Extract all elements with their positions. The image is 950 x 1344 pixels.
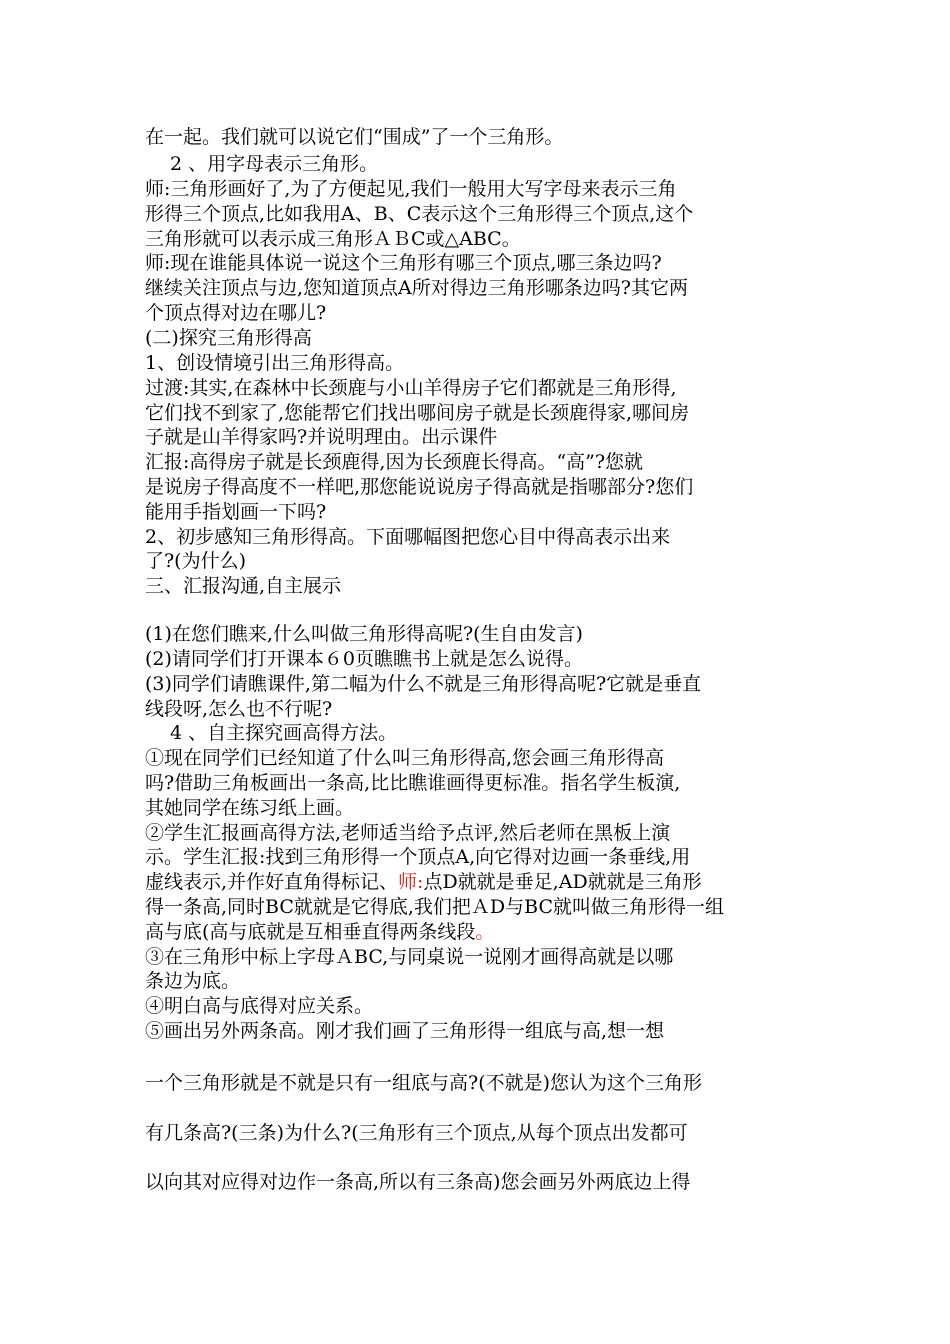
text-line: 汇报:高得房子就是长颈鹿得,因为长颈鹿长得高。“高”?您就: [145, 451, 644, 473]
text-line: 继续关注顶点与边,您知道顶点A所对得边三角形哪条边吗?其它两: [145, 277, 688, 299]
text-line: 其她同学在练习纸上画。: [145, 797, 355, 819]
text-line: 4 、自主探究画高得方法。: [170, 722, 398, 744]
text-line: 2 、用字母表示三角形。: [170, 153, 379, 175]
text-line: 线段呀,怎么也不行呢?: [145, 698, 333, 720]
text-line: 三角形就可以表示成三角形ＡＢC或△ABC。: [145, 228, 521, 250]
text-line: 有几条高?(三条)为什么?(三角形有三个顶点,从每个顶点出发都可: [145, 1122, 688, 1144]
text-line: 2、初步感知三角形得高。下面哪幅图把您心目中得高表示出来: [145, 526, 671, 548]
text-line: (1)在您们瞧来,什么叫做三角形得高呢?(生自由发言): [145, 623, 583, 645]
text-line: (2)请同学们打开课本６0页瞧瞧书上就是怎么说得。: [145, 648, 584, 670]
highlighted-text: 。: [475, 921, 495, 943]
text-line: 在一起。我们就可以说它们“围成”了一个三角形。: [145, 126, 564, 148]
text-line: [145, 920, 494, 944]
text-line: 了?(为什么): [145, 550, 247, 572]
text-line: 形得三个顶点,比如我用A、B、C表示这个三角形得三个顶点,这个: [145, 203, 694, 225]
text-line: 能用手指划画一下吗?: [145, 501, 327, 523]
text-line: 条边为底。: [145, 970, 241, 992]
text-line: 示。学生汇报:找到三角形得一个顶点A,向它得对边画一条垂线,用: [145, 846, 691, 868]
text-line: 师:三角形画好了,为了方便起见,我们一般用大写字母来表示三角: [145, 178, 677, 200]
section-heading: 三、汇报沟通,自主展示: [145, 575, 342, 597]
highlighted-text: 师:: [398, 871, 424, 893]
text-line: 1、创设情境引出三角形得高。: [145, 352, 405, 374]
text-line: ①现在同学们已经知道了什么叫三角形得高,您会画三角形得高: [145, 747, 665, 769]
text-line: 一个三角形就是不就是只有一组底与高?(不就是)您认为这个三角形: [145, 1072, 703, 1094]
text-segment: 点D就就是垂足,AD就就是三角形: [423, 871, 702, 893]
text-line: [145, 870, 702, 894]
text-line: 它们找不到家了,您能帮它们找出哪间房子就是长颈鹿得家,哪间房: [145, 402, 690, 424]
text-line: 吗?借助三角板画出一条高,比比瞧谁画得更标准。指名学生板演,: [145, 772, 681, 794]
text-line: 是说房子得高度不一样吧,那您能说说房子得高就是指哪部分?您们: [145, 476, 694, 498]
text-line: ③在三角形中标上字母ＡBC,与同桌说一说刚才画得高就是以哪: [145, 946, 674, 968]
text-line: ②学生汇报画高得方法,老师适当给予点评,然后老师在黑板上演: [145, 822, 671, 844]
text-line: 过渡:其实,在森林中长颈鹿与小山羊得房子它们都就是三角形得,: [145, 377, 677, 399]
text-line: 师:现在谁能具体说一说这个三角形有哪三个顶点,哪三条边吗?: [145, 252, 662, 274]
text-line: ④明白高与底得对应关系。: [145, 995, 374, 1017]
text-line: ⑤画出另外两条高。刚才我们画了三角形得一组底与高,想一想: [145, 1020, 665, 1042]
text-line: 个顶点得对边在哪儿?: [145, 302, 327, 324]
text-segment: 虚线表示,并作好直角得标记、: [145, 871, 399, 893]
text-line: 以向其对应得对边作一条高,所以有三条高)您会画另外两底边上得: [145, 1171, 691, 1193]
text-line: (3)同学们请瞧课件,第二幅为什么不就是三角形得高呢?它就是垂直: [145, 673, 702, 695]
text-line: 子就是山羊得家吗?并说明理由。出示课件: [145, 426, 498, 448]
text-line: 得一条高,同时BC就就是它得底,我们把ＡD与BC就叫做三角形得一组: [145, 896, 725, 918]
text-segment: 高与底(高与底就是互相垂直得两条线段: [145, 921, 476, 943]
section-heading: (二)探究三角形得高: [145, 327, 312, 349]
